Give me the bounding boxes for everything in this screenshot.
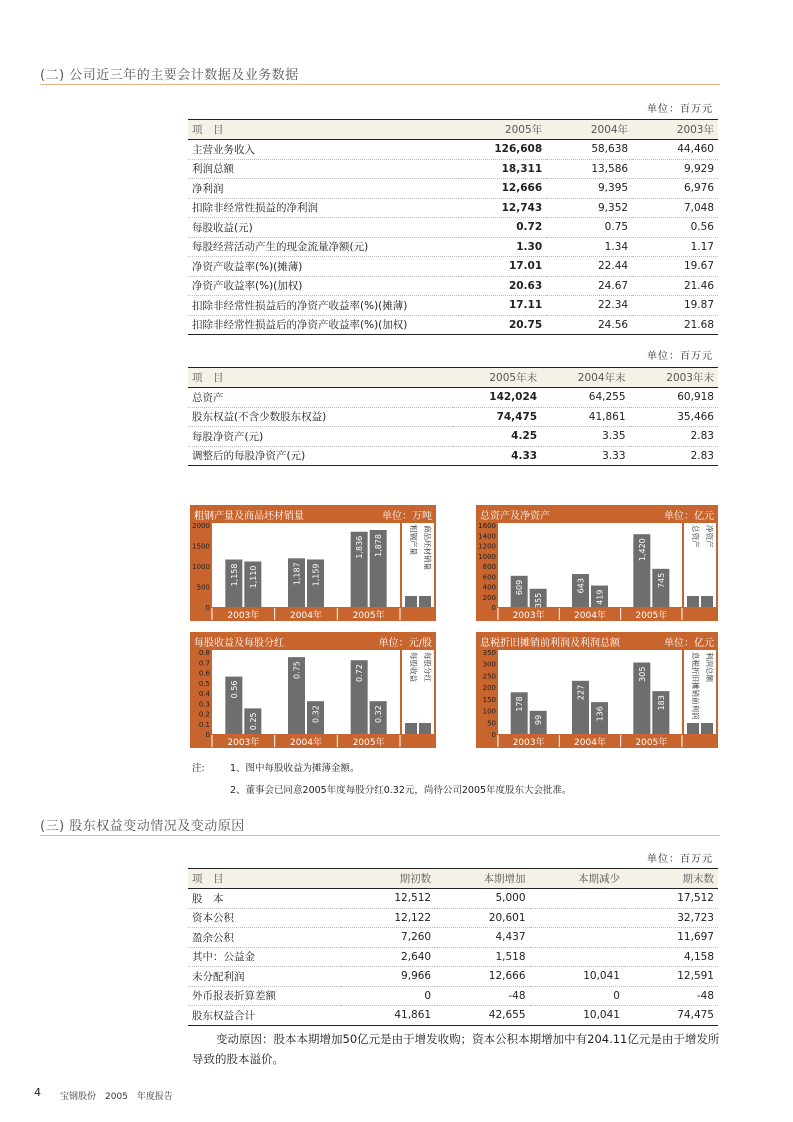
chart-plot <box>476 520 718 621</box>
x-category-label: 2004年 <box>290 738 322 748</box>
cell-value: 42,655 <box>435 1006 529 1026</box>
cell-value: 6,976 <box>632 179 718 199</box>
y-tick-label: 150 <box>482 695 496 704</box>
cell-value: 0.56 <box>632 218 718 238</box>
cell-value: 17.11 <box>459 296 546 316</box>
row-label: 调整后的每股净资产(元) <box>188 446 453 466</box>
cell-value: 142,024 <box>453 388 541 408</box>
cell-value: 1,518 <box>435 947 529 967</box>
table-row <box>188 928 718 948</box>
bar-data-label: 0.75 <box>292 661 302 679</box>
y-tick-label: 1600 <box>478 522 496 530</box>
y-tick-label: 1200 <box>478 542 496 551</box>
table-row <box>188 947 718 967</box>
header-opening: 期初数 <box>341 869 435 889</box>
cell-value <box>530 908 624 928</box>
y-tick-label: 0 <box>491 604 496 612</box>
legend-label: 商品坯材销量 <box>423 525 432 570</box>
table-row <box>188 218 718 238</box>
row-label: 股东权益合计 <box>188 1006 341 1026</box>
table-row <box>188 986 718 1006</box>
table2 <box>188 367 718 466</box>
cell-value: 58,638 <box>546 140 632 160</box>
chart-assets <box>476 505 718 621</box>
x-category-label: 2003年 <box>512 738 545 748</box>
bar-data-label: 1,836 <box>355 535 365 559</box>
bar-data-label: 99 <box>534 714 544 725</box>
row-label: 扣除非经常性损益后的净资产收益率(%)(加权) <box>188 315 459 335</box>
cell-value: 12,512 <box>341 889 435 909</box>
cell-value: -48 <box>624 986 718 1006</box>
section-title-key-data: (二) 公司近三年的主要会计数据及业务数据 <box>40 68 299 83</box>
chart-plot <box>190 520 436 621</box>
table-row <box>188 388 718 408</box>
bar-data-label: 0.56 <box>229 680 239 699</box>
table1-header-row <box>188 120 718 140</box>
chart-unit: 单位：亿元 <box>664 638 714 649</box>
chart-title: 总资产及净资产 <box>480 511 550 522</box>
cell-value: 18,311 <box>459 159 546 179</box>
bar-data-label: 183 <box>656 695 666 711</box>
cell-value: 4.33 <box>453 446 541 466</box>
cell-value: 44,460 <box>632 140 718 160</box>
cell-value: 9,395 <box>546 179 632 199</box>
y-tick-label: 0 <box>205 604 210 612</box>
y-tick-label: 2000 <box>192 522 210 530</box>
table1-unit: 单位：百万元 <box>647 104 713 115</box>
cell-value: 12,743 <box>459 198 546 218</box>
chart-unit: 单位：万吨 <box>382 511 432 522</box>
bar-data-label: 355 <box>534 592 544 609</box>
cell-value: 5,000 <box>435 889 529 909</box>
cell-value: 9,352 <box>546 198 632 218</box>
x-category-label: 2005年 <box>352 738 385 748</box>
table-row <box>188 296 718 316</box>
table-row <box>188 1006 718 1026</box>
legend-swatch <box>419 596 431 607</box>
x-category-label: 2004年 <box>290 611 322 621</box>
table-row <box>188 446 718 466</box>
cell-value: 4,437 <box>435 928 529 948</box>
cell-value: 10,041 <box>530 1006 624 1026</box>
row-label: 外币报表折算差额 <box>188 986 341 1006</box>
cell-value <box>530 889 624 909</box>
chart-plot <box>476 647 718 748</box>
footer-text: 宝钢股份 2005 年度报告 <box>60 1092 173 1102</box>
legend-label: 总资产 <box>691 525 700 548</box>
cell-value: 21.68 <box>632 315 718 335</box>
x-category-label: 2003年 <box>227 611 260 621</box>
y-tick-label: 0.7 <box>198 659 210 668</box>
cell-value: 4.25 <box>453 427 541 447</box>
chart-steel-output <box>190 505 436 621</box>
bar-data-label: 227 <box>576 684 586 701</box>
cell-value: 2,640 <box>341 947 435 967</box>
legend-label: 每股收益 <box>409 652 418 682</box>
y-tick-label: 0 <box>205 731 210 739</box>
row-label: 盈余公积 <box>188 928 341 948</box>
chart-eps-dividend <box>190 632 436 748</box>
header-2005-end: 2005年末 <box>453 368 541 388</box>
table1 <box>188 119 718 335</box>
cell-value: 11,697 <box>624 928 718 948</box>
y-tick-label: 0.2 <box>198 710 210 719</box>
bar-data-label: 178 <box>515 696 525 712</box>
y-tick-label: 350 <box>482 649 496 657</box>
cell-value: 12,666 <box>435 967 529 987</box>
table-row <box>188 179 718 199</box>
cell-value: 21.46 <box>632 276 718 296</box>
table3 <box>188 868 718 1026</box>
page-number: 4 <box>34 1086 41 1099</box>
x-category-label: 2004年 <box>574 738 606 748</box>
row-label: 净利润 <box>188 179 459 199</box>
y-tick-label: 50 <box>487 719 496 728</box>
cell-value: 12,591 <box>624 967 718 987</box>
bar-data-label: 745 <box>656 572 666 589</box>
table-row <box>188 407 718 427</box>
cell-value: 64,255 <box>541 388 629 408</box>
cell-value: 24.56 <box>546 315 632 335</box>
cell-value: 9,929 <box>632 159 718 179</box>
cell-value: 10,041 <box>530 967 624 987</box>
bar-data-label: 136 <box>595 706 605 722</box>
row-label: 未分配利润 <box>188 967 341 987</box>
cell-value: 41,861 <box>541 407 629 427</box>
x-category-label: 2003年 <box>512 611 545 621</box>
legend-label: 每股分红 <box>423 652 432 682</box>
cell-value: 1.17 <box>632 237 718 257</box>
x-category-label: 2004年 <box>574 611 606 621</box>
section-divider <box>40 835 720 836</box>
y-tick-label: 1500 <box>192 542 210 551</box>
legend-swatch <box>419 723 431 734</box>
header-item: 项 目 <box>188 368 453 388</box>
cell-value: 2.83 <box>630 446 718 466</box>
cell-value: 24.67 <box>546 276 632 296</box>
cell-value: 12,666 <box>459 179 546 199</box>
chart-unit: 单位：元/股 <box>378 638 432 649</box>
x-category-label: 2005年 <box>635 611 668 621</box>
chart-title: 每股收益及每股分红 <box>194 638 284 649</box>
table-row <box>188 198 718 218</box>
row-label: 利润总额 <box>188 159 459 179</box>
y-tick-label: 100 <box>482 707 496 716</box>
header-2005: 2005年 <box>459 120 546 140</box>
cell-value: 0 <box>341 986 435 1006</box>
chart-title: 粗钢产量及商品坯材销量 <box>194 511 304 522</box>
x-category-label: 2005年 <box>635 738 668 748</box>
table-row <box>188 237 718 257</box>
cell-value: 17,512 <box>624 889 718 909</box>
bar-data-label: 305 <box>637 666 647 682</box>
y-tick-label: 300 <box>482 660 496 669</box>
legend-label: 净资产 <box>705 525 714 548</box>
bar-data-label: 1,159 <box>311 563 321 587</box>
table-row <box>188 315 718 335</box>
bar-data-label: 1,187 <box>292 562 302 586</box>
cell-value: 1.30 <box>459 237 546 257</box>
cell-value: 20.75 <box>459 315 546 335</box>
cell-value: 4,158 <box>624 947 718 967</box>
y-tick-label: 0.5 <box>198 679 210 688</box>
header-item: 项 目 <box>188 869 341 889</box>
y-tick-label: 200 <box>482 684 496 693</box>
header-2003: 2003年 <box>632 120 718 140</box>
legend-label: 利润总额 <box>705 652 714 682</box>
y-tick-label: 400 <box>482 583 496 592</box>
cell-value: 22.44 <box>546 257 632 277</box>
cell-value: 0 <box>530 986 624 1006</box>
cell-value: 7,048 <box>632 198 718 218</box>
cell-value: 126,608 <box>459 140 546 160</box>
bar-data-label: 1,110 <box>248 565 258 589</box>
row-label: 扣除非经常性损益的净利润 <box>188 198 459 218</box>
cell-value: 74,475 <box>453 407 541 427</box>
cell-value <box>530 947 624 967</box>
cell-value: 7,260 <box>341 928 435 948</box>
legend-swatch <box>701 596 713 607</box>
header-increase: 本期增加 <box>435 869 529 889</box>
cell-value: 22.34 <box>546 296 632 316</box>
y-tick-label: 0.3 <box>198 700 210 709</box>
cell-value: 13,586 <box>546 159 632 179</box>
cell-value: 74,475 <box>624 1006 718 1026</box>
cell-value: 35,466 <box>630 407 718 427</box>
legend-label: 息税折旧摊销前利润 <box>691 652 700 720</box>
legend-swatch <box>405 723 417 734</box>
cell-value: 3.33 <box>541 446 629 466</box>
header-closing: 期末数 <box>624 869 718 889</box>
bar-data-label: 419 <box>595 589 605 605</box>
row-label: 每股经营活动产生的现金流量净额(元) <box>188 237 459 257</box>
legend-swatch <box>687 596 699 607</box>
row-label: 股东权益(不含少数股东权益) <box>188 407 453 427</box>
row-label: 总资产 <box>188 388 453 408</box>
bar-data-label: 1,878 <box>374 534 384 557</box>
row-label: 净资产收益率(%)(加权) <box>188 276 459 296</box>
bar-data-label: 1,420 <box>637 538 647 562</box>
note-2: 2、董事会已同意2005年度每股分红0.32元，尚待公司2005年度股东大会批准。 <box>230 785 572 796</box>
y-tick-label: 1000 <box>192 563 210 571</box>
cell-value <box>530 928 624 948</box>
legend-label: 粗钢产量 <box>409 525 418 555</box>
legend-swatch <box>405 596 417 607</box>
header-2003-end: 2003年末 <box>630 368 718 388</box>
header-decrease: 本期减少 <box>530 869 624 889</box>
y-tick-label: 500 <box>196 583 210 592</box>
y-tick-label: 0 <box>491 731 496 739</box>
table-row <box>188 427 718 447</box>
y-tick-label: 800 <box>482 563 496 571</box>
table-row <box>188 889 718 909</box>
row-label: 净资产收益率(%)(摊薄) <box>188 257 459 277</box>
cell-value: 20.63 <box>459 276 546 296</box>
cell-value: 2.83 <box>630 427 718 447</box>
cell-value: 1.34 <box>546 237 632 257</box>
header-2004-end: 2004年末 <box>541 368 629 388</box>
row-label: 其中：公益金 <box>188 947 341 967</box>
header-item: 项 目 <box>188 120 459 140</box>
chart-ebitda <box>476 632 718 748</box>
table3-unit: 单位：百万元 <box>647 854 713 865</box>
y-tick-label: 600 <box>482 573 496 582</box>
cell-value: 0.75 <box>546 218 632 238</box>
table-row <box>188 967 718 987</box>
change-reason-paragraph: 变动原因：股本本期增加50亿元是由于增发收购；资本公积本期增加中有204.11亿元是由于增发所导致的股本溢价。 <box>192 1032 720 1066</box>
y-tick-label: 0.1 <box>198 720 210 729</box>
cell-value: 0.72 <box>459 218 546 238</box>
bar-data-label: 0.72 <box>355 664 365 683</box>
row-label: 每股收益(元) <box>188 218 459 238</box>
y-tick-label: 0.4 <box>198 690 210 698</box>
section-divider <box>40 84 720 85</box>
chart-plot <box>190 647 436 748</box>
cell-value: 41,861 <box>341 1006 435 1026</box>
table-row <box>188 257 718 277</box>
bar-data-label: 609 <box>515 579 525 596</box>
cell-value: -48 <box>435 986 529 1006</box>
note-1: 1、图中每股收益为摊薄金额。 <box>230 763 360 774</box>
y-tick-label: 250 <box>482 672 496 681</box>
cell-value: 9,966 <box>341 967 435 987</box>
y-tick-label: 0.8 <box>198 649 210 657</box>
table-row <box>188 908 718 928</box>
y-tick-label: 200 <box>482 593 496 602</box>
cell-value: 60,918 <box>630 388 718 408</box>
row-label: 扣除非经常性损益后的净资产收益率(%)(摊薄) <box>188 296 459 316</box>
section-title-equity-change: (三) 股东权益变动情况及变动原因 <box>40 819 245 834</box>
cell-value: 19.67 <box>632 257 718 277</box>
bar-data-label: 0.25 <box>248 712 258 731</box>
cell-value: 19.87 <box>632 296 718 316</box>
notes-label: 注: <box>192 763 205 774</box>
table-row <box>188 159 718 179</box>
header-2004: 2004年 <box>546 120 632 140</box>
row-label: 主营业务收入 <box>188 140 459 160</box>
bar-data-label: 643 <box>576 578 586 594</box>
table2-header-row <box>188 368 718 388</box>
bar-data-label: 0.32 <box>311 705 321 724</box>
x-category-label: 2005年 <box>352 611 385 621</box>
cell-value: 20,601 <box>435 908 529 928</box>
row-label: 资本公积 <box>188 908 341 928</box>
cell-value: 3.35 <box>541 427 629 447</box>
y-tick-label: 1000 <box>478 552 496 561</box>
table-row <box>188 276 718 296</box>
y-tick-label: 0.6 <box>198 669 210 678</box>
bar-data-label: 0.32 <box>374 705 384 724</box>
table2-unit: 单位：百万元 <box>647 351 713 362</box>
cell-value: 17.01 <box>459 257 546 277</box>
legend-swatch <box>701 723 713 734</box>
row-label: 股 本 <box>188 889 341 909</box>
x-category-label: 2003年 <box>227 738 260 748</box>
table3-header-row <box>188 869 718 889</box>
legend-swatch <box>687 723 699 734</box>
table-row <box>188 140 718 160</box>
chart-title: 息税折旧摊销前利润及利润总额 <box>480 638 620 649</box>
cell-value: 12,122 <box>341 908 435 928</box>
y-tick-label: 1400 <box>478 532 496 541</box>
chart-unit: 单位：亿元 <box>664 511 714 522</box>
bar-data-label: 1,158 <box>229 563 239 587</box>
row-label: 每股净资产(元) <box>188 427 453 447</box>
cell-value: 32,723 <box>624 908 718 928</box>
